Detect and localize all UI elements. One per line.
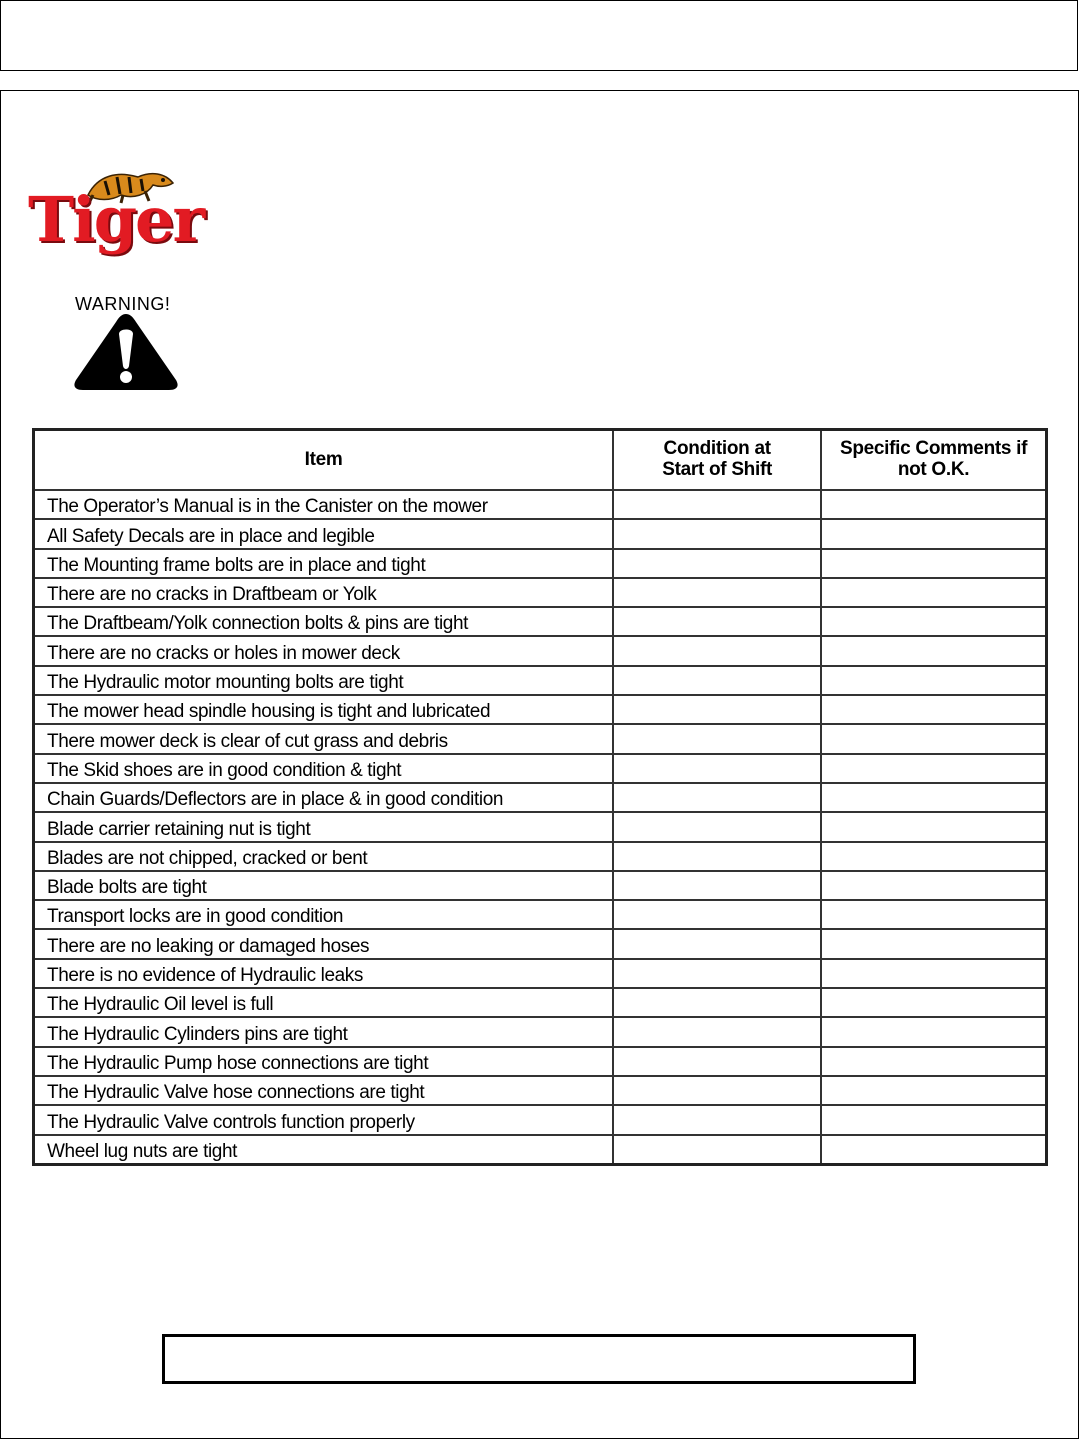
- item-cell: The mower head spindle housing is tight and lubricated: [34, 695, 614, 724]
- comments-cell[interactable]: [821, 929, 1046, 958]
- table-row: [34, 666, 1047, 695]
- item-cell: There are no cracks or holes in mower deck: [34, 636, 614, 665]
- condition-cell[interactable]: [613, 724, 821, 753]
- item-cell: There are no leaking or damaged hoses: [34, 929, 614, 958]
- comments-cell[interactable]: [821, 607, 1046, 636]
- comments-cell[interactable]: [821, 812, 1046, 841]
- table-row: [34, 695, 1047, 724]
- warning-triangle-icon: [72, 312, 180, 392]
- item-cell: The Hydraulic Cylinders pins are tight: [34, 1017, 614, 1046]
- condition-cell[interactable]: [613, 519, 821, 548]
- item-cell: Chain Guards/Deflectors are in place & in good condition: [34, 783, 614, 812]
- tiger-logo-text: Tiger: [28, 183, 204, 256]
- comments-cell[interactable]: [821, 1017, 1046, 1046]
- condition-cell[interactable]: [613, 929, 821, 958]
- item-cell: The Mounting frame bolts are in place and tight: [34, 549, 614, 578]
- table-row: [34, 959, 1047, 988]
- condition-cell[interactable]: [613, 754, 821, 783]
- item-cell: Wheel lug nuts are tight: [34, 1135, 614, 1165]
- condition-cell[interactable]: [613, 1047, 821, 1076]
- item-cell: Transport locks are in good condition: [34, 900, 614, 929]
- comments-cell[interactable]: [821, 1076, 1046, 1105]
- item-cell: Blade bolts are tight: [34, 871, 614, 900]
- condition-cell[interactable]: [613, 607, 821, 636]
- item-cell: Blade carrier retaining nut is tight: [34, 812, 614, 841]
- condition-cell[interactable]: [613, 578, 821, 607]
- comments-cell[interactable]: [821, 695, 1046, 724]
- item-cell: The Hydraulic motor mounting bolts are tight: [34, 666, 614, 695]
- item-cell: The Hydraulic Oil level is full: [34, 988, 614, 1017]
- condition-cell[interactable]: [613, 783, 821, 812]
- item-cell: All Safety Decals are in place and legible: [34, 519, 614, 548]
- table-row: [34, 900, 1047, 929]
- comments-cell[interactable]: [821, 754, 1046, 783]
- item-cell: The Skid shoes are in good condition & tight: [34, 754, 614, 783]
- table-row: [34, 519, 1047, 548]
- header-item: Item: [34, 430, 614, 491]
- condition-cell[interactable]: [613, 988, 821, 1017]
- condition-cell[interactable]: [613, 871, 821, 900]
- comments-cell[interactable]: [821, 549, 1046, 578]
- condition-cell[interactable]: [613, 1017, 821, 1046]
- condition-cell[interactable]: [613, 900, 821, 929]
- condition-cell[interactable]: [613, 1135, 821, 1165]
- header-condition: Condition at Start of Shift: [613, 430, 821, 491]
- condition-cell[interactable]: [613, 1076, 821, 1105]
- comments-cell[interactable]: [821, 900, 1046, 929]
- condition-cell[interactable]: [613, 1105, 821, 1134]
- comments-cell[interactable]: [821, 666, 1046, 695]
- table-row: [34, 783, 1047, 812]
- comments-cell[interactable]: [821, 959, 1046, 988]
- item-cell: There are no cracks in Draftbeam or Yolk: [34, 578, 614, 607]
- comments-cell[interactable]: [821, 988, 1046, 1017]
- header-comments: Specific Comments if not O.K.: [821, 430, 1046, 491]
- warning-label: WARNING!: [75, 294, 171, 314]
- table-row: [34, 1135, 1047, 1165]
- condition-cell[interactable]: [613, 666, 821, 695]
- table-row: [34, 812, 1047, 841]
- item-cell: The Draftbeam/Yolk connection bolts & pins are tight: [34, 607, 614, 636]
- comments-cell[interactable]: [821, 636, 1046, 665]
- item-cell: The Operator’s Manual is in the Canister on the mower: [34, 490, 614, 519]
- table-row: [34, 1047, 1047, 1076]
- comments-cell[interactable]: [821, 490, 1046, 519]
- item-cell: Blades are not chipped, cracked or bent: [34, 842, 614, 871]
- table-row: [34, 724, 1047, 753]
- table-row: [34, 490, 1047, 519]
- table-row: [34, 871, 1047, 900]
- comments-cell[interactable]: [821, 842, 1046, 871]
- footer-box: [162, 1334, 916, 1384]
- comments-cell[interactable]: [821, 871, 1046, 900]
- item-cell: There mower deck is clear of cut grass and debris: [34, 724, 614, 753]
- table-row: [34, 636, 1047, 665]
- item-cell: There is no evidence of Hydraulic leaks: [34, 959, 614, 988]
- inspection-checklist-table: [32, 428, 1048, 1166]
- table-row: [34, 607, 1047, 636]
- table-row: [34, 988, 1047, 1017]
- table-row: [34, 1017, 1047, 1046]
- comments-cell[interactable]: [821, 1135, 1046, 1165]
- comments-cell[interactable]: [821, 724, 1046, 753]
- condition-cell[interactable]: [613, 636, 821, 665]
- condition-cell[interactable]: [613, 549, 821, 578]
- condition-cell[interactable]: [613, 812, 821, 841]
- item-cell: The Hydraulic Valve hose connections are tight: [34, 1076, 614, 1105]
- comments-cell[interactable]: [821, 1047, 1046, 1076]
- comments-cell[interactable]: [821, 783, 1046, 812]
- table-row: [34, 1105, 1047, 1134]
- table-row: [34, 578, 1047, 607]
- table-row: [34, 754, 1047, 783]
- comments-cell[interactable]: [821, 1105, 1046, 1134]
- table-row: [34, 842, 1047, 871]
- condition-cell[interactable]: [613, 490, 821, 519]
- table-row: [34, 549, 1047, 578]
- tiger-logo: [28, 165, 223, 255]
- condition-cell[interactable]: [613, 959, 821, 988]
- item-cell: The Hydraulic Valve controls function properly: [34, 1105, 614, 1134]
- table-row: [34, 1076, 1047, 1105]
- header-frame: [0, 0, 1078, 71]
- condition-cell[interactable]: [613, 842, 821, 871]
- table-header-row: [34, 430, 1047, 491]
- item-cell: The Hydraulic Pump hose connections are tight: [34, 1047, 614, 1076]
- condition-cell[interactable]: [613, 695, 821, 724]
- comments-cell[interactable]: [821, 519, 1046, 548]
- comments-cell[interactable]: [821, 578, 1046, 607]
- table-row: [34, 929, 1047, 958]
